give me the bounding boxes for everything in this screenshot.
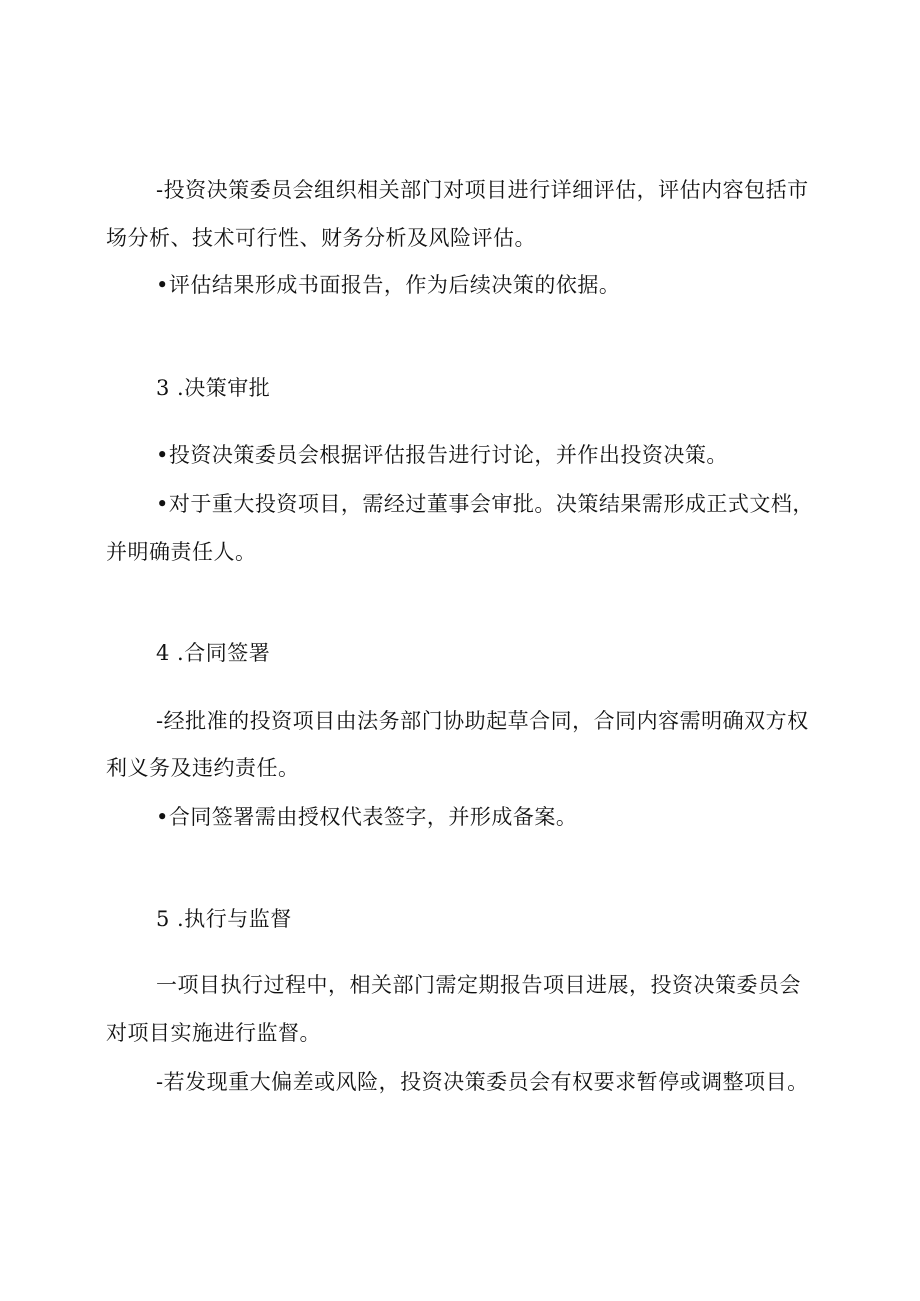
paragraph-contract-signature-line-1: •合同签署需由授权代表签字，并形成备案。	[156, 805, 578, 829]
paragraph-committee-decision-line-1: •投资决策委员会根据评估报告进行讨论，并作出投资决策。	[156, 443, 728, 467]
section-heading-contract-signing: 4 .合同签署	[156, 641, 271, 665]
paragraph-report-line-1: •评估结果形成书面报告，作为后续决策的依据。	[156, 273, 621, 297]
paragraph-contract-drafting-line-1: -经批准的投资项目由法务部门协助起草合同，合同内容需明确双方权	[156, 709, 809, 733]
section-heading-decision-approval: 3 .决策审批	[156, 376, 271, 400]
paragraph-progress-report-line-1: 一项目执行过程中，相关部门需定期报告项目进展，投资决策委员会	[156, 973, 801, 997]
paragraph-progress-report-line-2: 对项目实施进行监督。	[106, 1021, 321, 1045]
paragraph-contract-drafting-line-2: 利义务及违约责任。	[106, 756, 300, 780]
paragraph-evaluation-line-1: -投资决策委员会组织相关部门对项目进行详细评估，评估内容包括市	[156, 178, 809, 202]
paragraph-risk-adjustment-line-1: -若发现重大偏差或风险，投资决策委员会有权要求暂停或调整项目。	[156, 1070, 809, 1094]
section-heading-execution-supervision: 5 .执行与监督	[156, 907, 292, 931]
paragraph-evaluation-line-2: 场分析、技术可行性、财务分析及风险评估。	[106, 226, 536, 250]
paragraph-board-approval-line-1: •对于重大投资项目，需经过董事会审批。决策结果需形成正式文档，	[156, 492, 814, 516]
paragraph-board-approval-line-2: 并明确责任人。	[106, 540, 257, 564]
